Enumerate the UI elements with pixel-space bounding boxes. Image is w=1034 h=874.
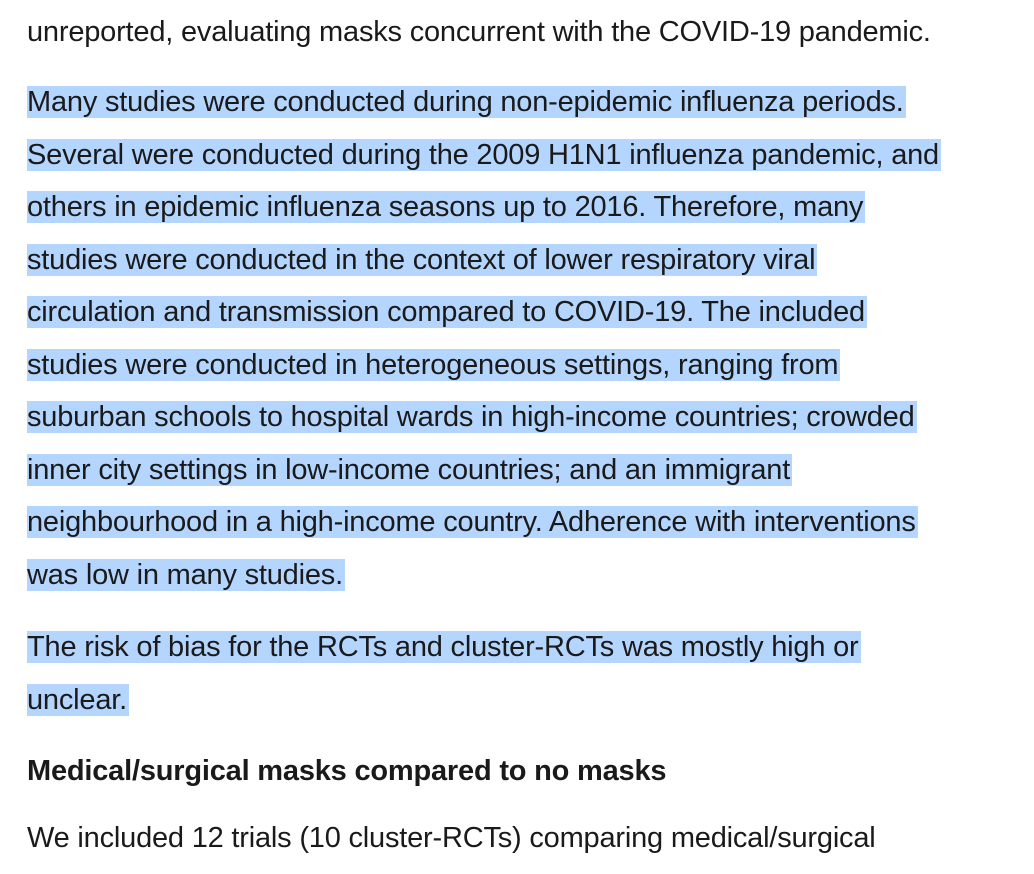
text-line [27,234,987,287]
selected-text[interactable]: neighbourhood in a high-income country. Adherence with interventions [27,506,916,538]
selected-text[interactable]: inner city settings in low-income countries; and an immigrant [27,453,791,486]
text-line [27,621,987,674]
section-paragraph [27,812,987,865]
section-heading: Medical/surgical masks compared to no masks [27,755,667,787]
selected-text[interactable]: circulation and transmission compared to COVID-19. The included [27,296,865,328]
selected-text[interactable]: Many studies were conducted during non-epidemic influenza periods. [27,86,904,118]
selected-text[interactable]: studies were conducted in heterogeneous settings, ranging from [27,348,839,381]
text-line [27,339,987,392]
text-line [27,391,987,444]
text-line [27,286,987,339]
risk-of-bias-paragraph[interactable] [27,621,987,726]
selected-text[interactable]: others in epidemic influenza seasons up to 2016. Therefore, many [27,191,864,223]
text-line [27,181,987,234]
text-line [27,674,987,727]
selected-text[interactable]: studies were conducted in the context of lower respiratory viral [27,243,816,276]
text-line: We included 12 trials (10 cluster-RCTs) comparing medical/surgical [27,822,876,854]
selected-text[interactable]: suburban schools to hospital wards in high-income countries; crowded [27,401,915,433]
intro-paragraph-tail [27,6,987,58]
text-line [27,444,987,497]
selected-text[interactable]: unclear. [27,683,127,716]
text-line [27,496,987,549]
article-body [27,6,987,865]
selected-text[interactable]: Several were conducted during the 2009 H1N1 influenza pandemic, and [27,138,939,171]
settings-paragraph[interactable] [27,76,987,601]
text-line [27,549,987,602]
text-line [27,76,987,129]
text-line [27,129,987,182]
text-line: unreported, evaluating masks concurrent with the COVID-19 pandemic. [27,16,931,48]
selected-text[interactable]: was low in many studies. [27,558,343,591]
selected-text[interactable]: The risk of bias for the RCTs and cluster-RCTs was mostly high or [27,631,859,663]
